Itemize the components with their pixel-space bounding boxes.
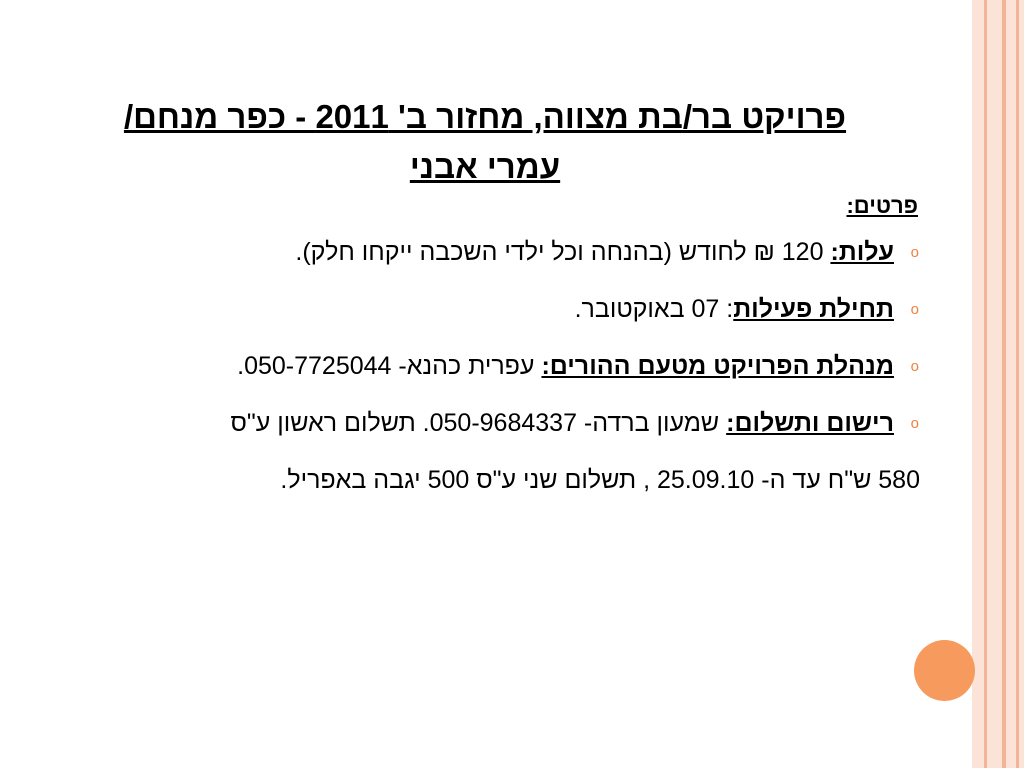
bullet-icon: o xyxy=(910,301,919,318)
list-item-cost xyxy=(70,224,920,281)
bullet-icon: o xyxy=(910,358,919,375)
list-item-start xyxy=(70,281,920,338)
slide-content xyxy=(70,188,920,509)
bullet-icon: o xyxy=(910,244,919,261)
bullet-icon: o xyxy=(910,415,919,432)
title-line-1: פרויקט בר/בת מצווה, מחזור ב' 2011 - כפר מנחם/ xyxy=(123,98,847,135)
item-text: : 07 באוקטובר. xyxy=(574,295,734,323)
registration-continuation: 580 ש"ח עד ה- 25.09.10 , תשלום שני ע"ס 500 יגבה באפריל. xyxy=(280,466,920,494)
list-item-registration xyxy=(70,395,920,452)
item-text: שמעון ברדה- 050-9684337. תשלום ראשון ע"ס xyxy=(230,409,727,437)
list-item-manager xyxy=(70,338,920,395)
title-line-2: עמרי אבני xyxy=(409,148,561,185)
item-label: תחילת פעילות xyxy=(733,295,894,323)
decorative-side-stripes xyxy=(972,0,1024,768)
item-text: עפרית כהנא- 050-7725044. xyxy=(237,352,542,380)
item-text: 120 ₪ לחודש (בהנחה וכל ילדי השכבה ייקחו חלק). xyxy=(295,238,831,266)
item-label: רישום ותשלום: xyxy=(726,409,894,437)
slide-title xyxy=(60,92,910,192)
item-label: מנהלת הפרויקט מטעם ההורים: xyxy=(541,352,894,380)
decorative-circle xyxy=(914,640,975,701)
item-label: עלות: xyxy=(830,238,894,266)
details-heading: פרטים: xyxy=(846,193,918,218)
